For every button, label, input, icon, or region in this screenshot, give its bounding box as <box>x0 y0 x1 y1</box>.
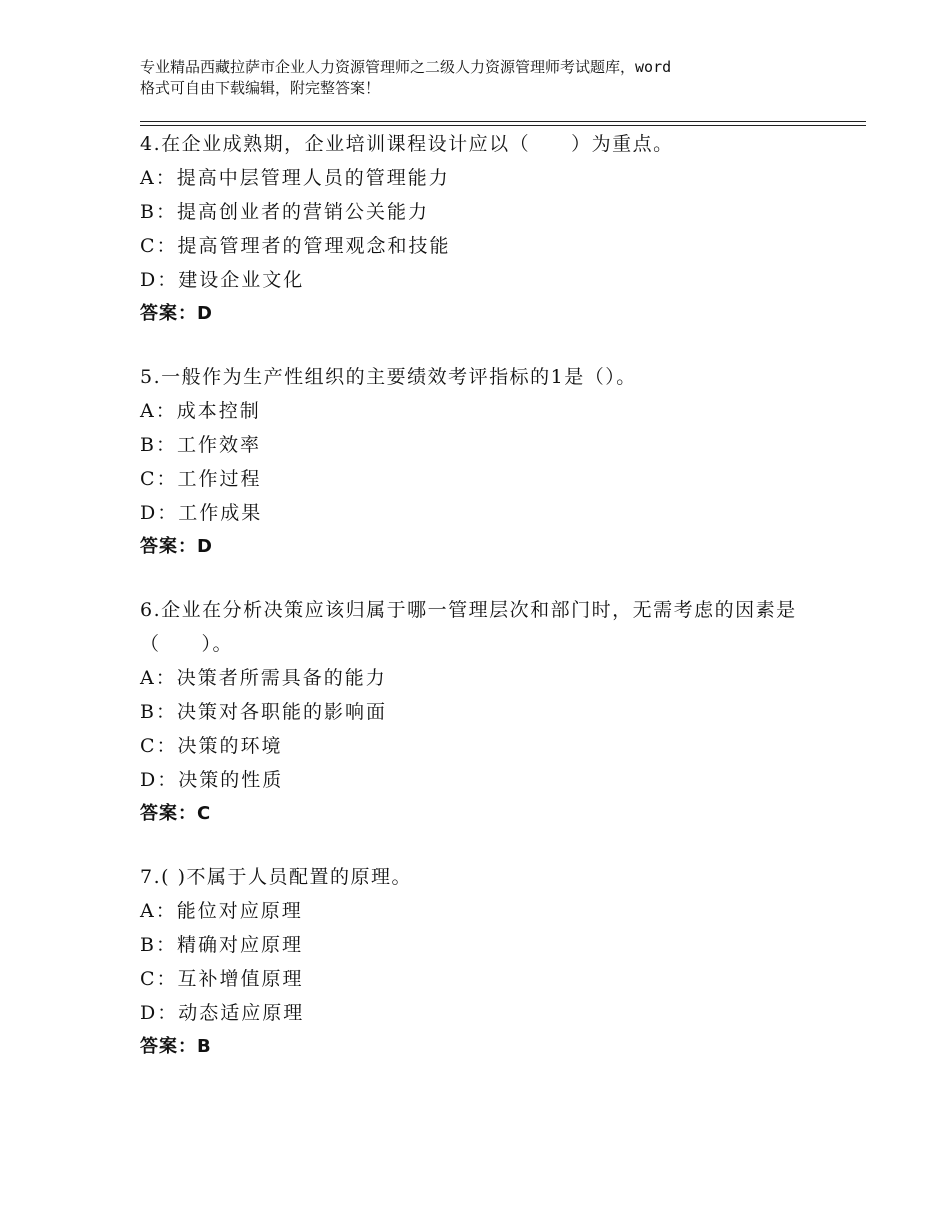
option-b: B：工作效率 <box>140 434 261 456</box>
option-d: D：建设企业文化 <box>140 269 305 291</box>
header-line-2: 格式可自由下载编辑，附完整答案！ <box>140 79 381 97</box>
question-4 <box>140 127 840 331</box>
answer-label: 答案：C <box>140 803 212 824</box>
option-b: B：决策对各职能的影响面 <box>140 701 387 723</box>
question-list <box>140 127 840 1093</box>
header-line-1: 专业精品西藏拉萨市企业人力资源管理师之二级人力资源管理师考试题库，word <box>140 58 672 76</box>
option-d: D：决策的性质 <box>140 769 284 791</box>
header-divider-top <box>140 121 866 122</box>
option-b: B：提高创业者的营销公关能力 <box>140 201 429 223</box>
option-d: D：工作成果 <box>140 502 263 524</box>
question-stem: 4.在企业成熟期，企业培训课程设计应以（ ）为重点。 <box>140 133 674 155</box>
answer-label: 答案：B <box>140 1036 212 1057</box>
option-a: A：决策者所需具备的能力 <box>140 667 387 689</box>
option-c: C：决策的环境 <box>140 735 283 757</box>
option-c: C：工作过程 <box>140 468 262 490</box>
option-a: A：提高中层管理人员的管理能力 <box>140 167 450 189</box>
document-header <box>140 57 830 99</box>
option-c: C：互补增值原理 <box>140 968 304 990</box>
option-d: D：动态适应原理 <box>140 1002 305 1024</box>
option-a: A：成本控制 <box>140 400 261 422</box>
question-stem: 5.一般作为生产性组织的主要绩效考评指标的1是（）。 <box>140 366 637 388</box>
question-stem: 7.( )不属于人员配置的原理。 <box>140 866 412 888</box>
question-5 <box>140 360 840 564</box>
answer-label: 答案：D <box>140 536 213 557</box>
header-divider-bottom <box>140 125 866 126</box>
question-7 <box>140 860 840 1064</box>
answer-label: 答案：D <box>140 303 213 324</box>
option-b: B：精确对应原理 <box>140 934 303 956</box>
option-a: A：能位对应原理 <box>140 900 303 922</box>
question-6 <box>140 593 840 831</box>
option-c: C：提高管理者的管理观念和技能 <box>140 235 451 257</box>
question-stem: 6.企业在分析决策应该归属于哪一管理层次和部门时，无需考虑的因素是（ ）。 <box>140 599 797 655</box>
